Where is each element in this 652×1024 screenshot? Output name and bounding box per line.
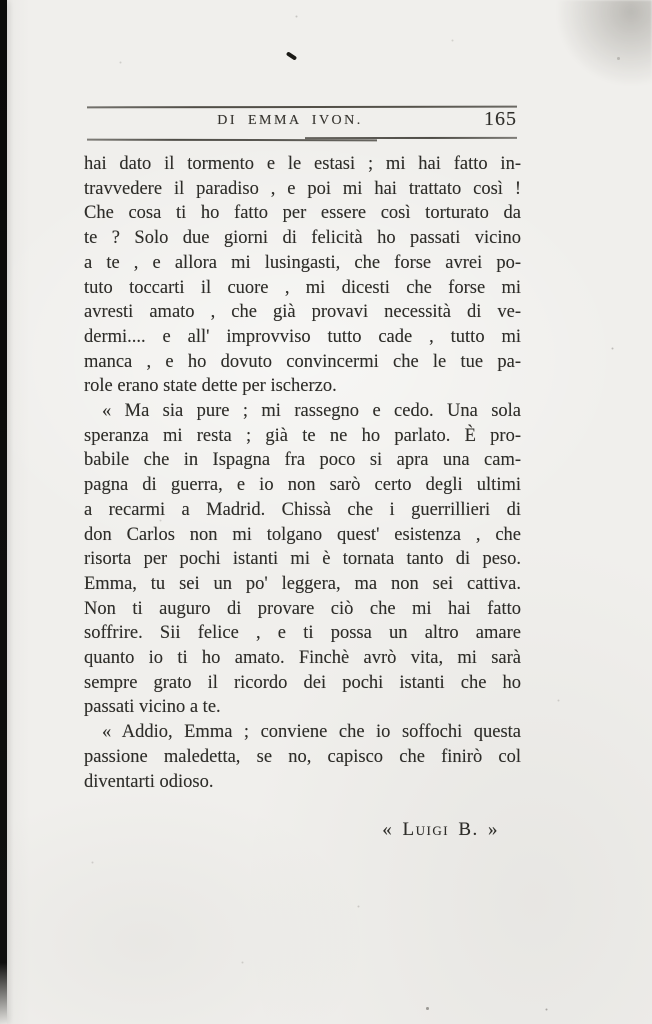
text-line: hai dato il tormento e le estasi ; mi hai fatto in- [84, 154, 521, 174]
text-line: don Carlos non mi tolgano quest' esistenza , che [84, 524, 521, 545]
paragraph-1 [84, 152, 521, 399]
running-title: DI EMMA IVON. [217, 113, 363, 128]
text-line: speranza mi resta ; già te ne ho parlato. È pro- [84, 425, 521, 446]
paragraph-2 [84, 399, 521, 720]
text-line: avresti amato , che già provavi necessità di ve- [84, 302, 521, 323]
text-line: a recarmi a Madrid. Chissà che i guerrillieri di [84, 499, 521, 520]
page-number: 165 [484, 108, 517, 130]
text-line: a te , e allora mi lusingasti, che forse avrei po- [84, 252, 521, 273]
text-line: passati vicino a te. [84, 697, 221, 718]
text-line: dermi.... e all' improvviso tutto cade , tutto mi [84, 326, 521, 347]
text-line: passione maledetta, se no, capisco che finirò col [84, 746, 521, 767]
ink-speck [286, 51, 297, 60]
text-line: role erano state dette per ischerzo. [84, 376, 337, 397]
text-line: Non ti auguro di provare ciò che mi hai fatto [84, 598, 521, 619]
text-line: « Addio, Emma ; conviene che io soffochi questa [102, 722, 521, 743]
text-line: diventarti odioso. [84, 771, 214, 792]
text-line: Che cosa ti ho fatto per essere così torturato da [84, 203, 521, 224]
text-line: travvedere il paradiso , e poi mi hai trattato così ! [84, 178, 521, 199]
header-rule-bottom-right [305, 136, 517, 138]
text-line: « Ma sia pure ; mi rassegno e cedo. Una sola [102, 401, 521, 422]
scan-binding-edge [0, 0, 7, 1024]
letter-signature: « Luigi B. » [382, 819, 499, 840]
scan-smudge [557, 0, 652, 85]
text-line: Emma, tu sei un po' leggera, ma non sei cattiva. [84, 573, 521, 594]
text-line: soffrire. Sii felice , e ti possa un altro amare [84, 623, 521, 644]
letter-text [84, 152, 521, 794]
text-line: manca , e ho dovuto convincermi che le tue pa- [84, 351, 521, 372]
text-line: quanto io ti ho amato. Finchè avrò vita, mi sarà [84, 648, 521, 669]
paragraph-3 [84, 720, 521, 794]
header-rule-top [87, 106, 517, 109]
text-line: risorta per pochi istanti mi è tornata tanto di peso. [84, 549, 521, 570]
running-header [87, 110, 517, 132]
text-line: sempre grato il ricordo dei pochi istanti che ho [84, 672, 521, 693]
text-line: tuto toccarti il cuore , mi dicesti che forse mi [84, 277, 521, 298]
paper-specks [0, 0, 1, 1]
text-line: babile che in Ispagna fra poco si apra una cam- [84, 450, 521, 471]
header-rule-bottom-left [87, 139, 377, 142]
text-line: pagna di guerra, e io non sarò certo degli ultimi [84, 475, 521, 496]
text-line: te ? Solo due giorni di felicità ho passati vicino [84, 228, 521, 249]
